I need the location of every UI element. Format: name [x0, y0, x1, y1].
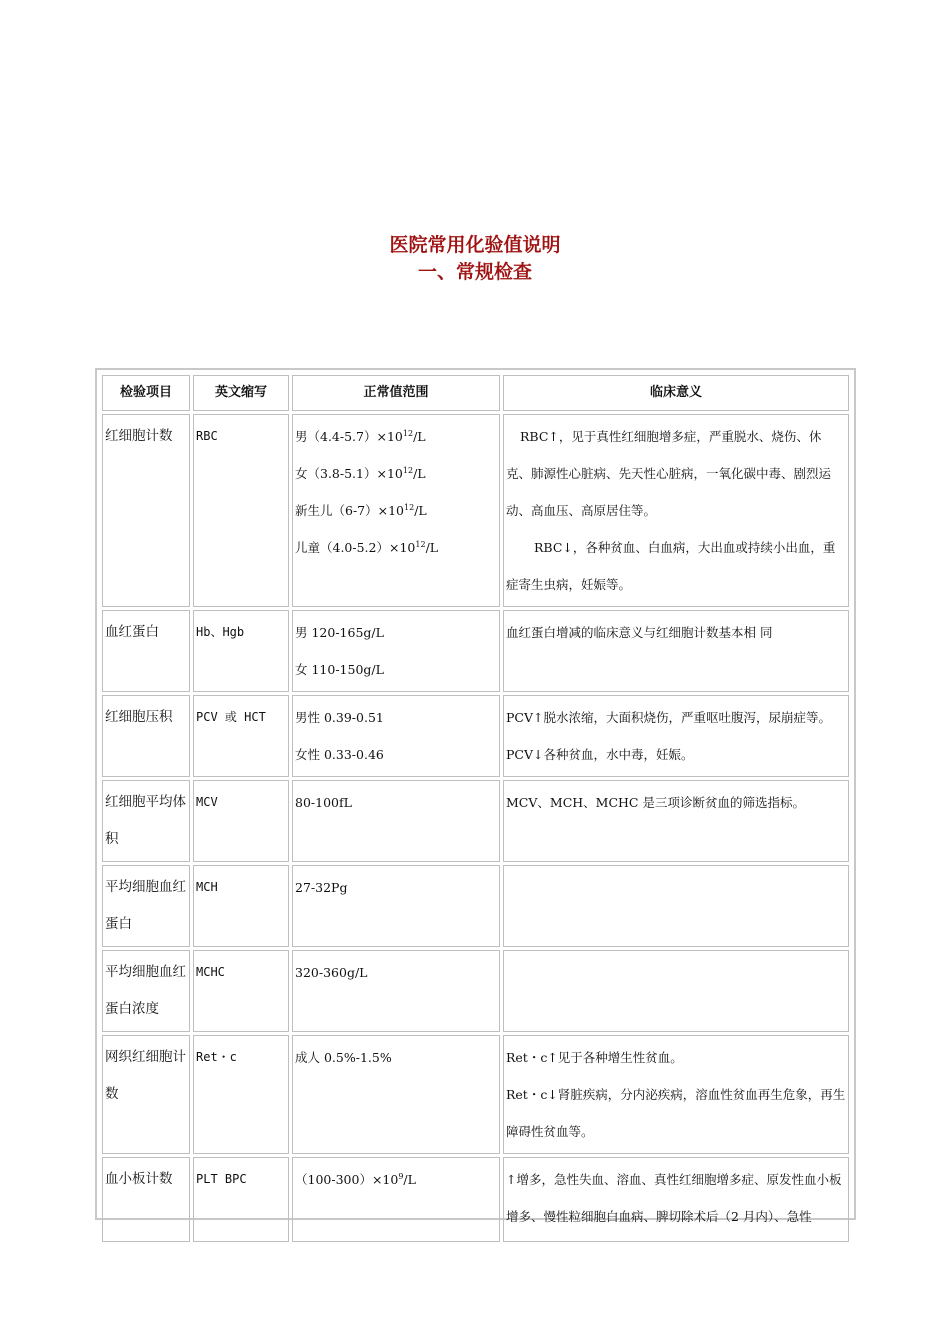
range-value: 新生儿（6-7）×10: [295, 503, 405, 518]
cell-abbreviation: RBC: [193, 414, 289, 607]
cell-clinical-meaning: [503, 610, 849, 692]
meaning-paragraph: ↑增多，急性失血、溶血、真性红细胞增多症、原发性血小板增多、慢性粒细胞白血病、脾切除术后（2 月内）、急性: [506, 1172, 842, 1224]
range-line: [295, 1161, 497, 1198]
table-body: [102, 414, 849, 1242]
table-row: [102, 1157, 849, 1242]
title-main: 医院常用化验值说明: [389, 234, 561, 256]
lab-values-table: [99, 372, 852, 1245]
cell-clinical-meaning: [503, 695, 849, 777]
cell-normal-range: [292, 950, 500, 1032]
range-line: [295, 869, 497, 906]
cell-clinical-meaning: [503, 865, 849, 947]
range-value: 男（4.4-5.7）×10: [295, 429, 403, 444]
range-value: 男性 0.39-0.51: [295, 710, 384, 725]
range-exponent: 9: [398, 1171, 404, 1181]
range-line: [295, 455, 497, 492]
header-meaning: 临床意义: [503, 375, 849, 411]
cell-item-name: 红细胞压积: [102, 695, 190, 777]
table-row: [102, 865, 849, 947]
table-row: [102, 780, 849, 862]
document-title: [0, 232, 950, 286]
range-value: 女性 0.33-0.46: [295, 747, 384, 762]
cell-abbreviation: PCV 或 HCT: [193, 695, 289, 777]
meaning-paragraph: Ret・c↑见于各种增生性贫血。: [506, 1050, 683, 1065]
range-exponent: 12: [415, 539, 426, 549]
range-value: 80-100fL: [295, 795, 352, 810]
cell-item-name: 红细胞平均体积: [102, 780, 190, 862]
range-value: 儿童（4.0-5.2）×10: [295, 540, 416, 555]
cell-item-name: 平均细胞血红蛋白浓度: [102, 950, 190, 1032]
range-value: 女（3.8-5.1）×10: [295, 466, 403, 481]
range-exponent: 12: [404, 502, 415, 512]
cell-item-name: 红细胞计数: [102, 414, 190, 607]
cell-clinical-meaning: [503, 414, 849, 607]
table-row: [102, 610, 849, 692]
cell-clinical-meaning: [503, 950, 849, 1032]
cell-normal-range: [292, 695, 500, 777]
meaning-paragraph: RBC↑，见于真性红细胞增多症，严重脱水、烧伤、休克、肺源性心脏病、先天性心脏病，一氧化碳中毒、剧烈运动、高血压、高原居住等。: [506, 429, 832, 518]
range-value: 320-360g/L: [295, 965, 368, 980]
range-line: [295, 418, 497, 455]
title-section: 一、常规检查: [417, 261, 532, 283]
cell-clinical-meaning: [503, 780, 849, 862]
range-line: [295, 954, 497, 991]
range-line: [295, 699, 497, 736]
cell-abbreviation: MCHC: [193, 950, 289, 1032]
meaning-paragraph: 血红蛋白增减的临床意义与红细胞计数基本相 同: [506, 625, 773, 640]
range-line: [295, 651, 497, 688]
range-value: 男 120-165g/L: [295, 625, 384, 640]
cell-normal-range: [292, 610, 500, 692]
cell-item-name: 血小板计数: [102, 1157, 190, 1242]
table-row: [102, 695, 849, 777]
range-unit: /L: [425, 540, 439, 555]
range-line: [295, 614, 497, 651]
cell-item-name: 网织红细胞计数: [102, 1035, 190, 1154]
range-unit: /L: [413, 466, 426, 481]
cell-normal-range: [292, 780, 500, 862]
meaning-paragraph: MCV、MCH、MCHC 是三项诊断贫血的筛选指标。: [506, 795, 805, 810]
table-row: [102, 950, 849, 1032]
cell-abbreviation: PLT BPC: [193, 1157, 289, 1242]
cell-item-name: 平均细胞血红蛋白: [102, 865, 190, 947]
cell-normal-range: [292, 1035, 500, 1154]
header-item: 检验项目: [102, 375, 190, 411]
range-line: [295, 736, 497, 773]
range-exponent: 12: [402, 465, 414, 475]
header-range: 正常值范围: [292, 375, 500, 411]
cell-item-name: 血红蛋白: [102, 610, 190, 692]
meaning-paragraph: PCV↓各种贫血，水中毒，妊娠。: [506, 747, 694, 762]
cell-clinical-meaning: [503, 1035, 849, 1154]
meaning-paragraph: RBC↓，各种贫血、白血病，大出血或持续小出血，重症寄生虫病，妊娠等。: [506, 540, 836, 592]
meaning-paragraph: PCV↑脱水浓缩，大面积烧伤，严重呕吐腹泻，尿崩症等。: [506, 710, 831, 725]
range-unit: /L: [414, 503, 427, 518]
cell-abbreviation: MCV: [193, 780, 289, 862]
table-row: [102, 414, 849, 607]
range-exponent: 12: [402, 428, 414, 438]
range-line: [295, 1039, 497, 1076]
cell-abbreviation: MCH: [193, 865, 289, 947]
header-abbr: 英文缩写: [193, 375, 289, 411]
range-value: （100-300）×10: [295, 1172, 399, 1187]
cell-normal-range: [292, 1157, 500, 1242]
table-row: [102, 1035, 849, 1154]
cell-normal-range: [292, 414, 500, 607]
cell-clinical-meaning: [503, 1157, 849, 1242]
range-value: 成人 0.5%-1.5%: [295, 1050, 392, 1065]
range-line: [295, 492, 497, 529]
range-value: 27-32Pg: [295, 880, 348, 895]
range-line: [295, 784, 497, 821]
range-value: 女 110-150g/L: [295, 662, 384, 677]
range-unit: /L: [403, 1172, 416, 1187]
cell-abbreviation: Ret・c: [193, 1035, 289, 1154]
meaning-paragraph: Ret・c↓肾脏疾病，分内泌疾病，溶血性贫血再生危象，再生障碍性贫血等。: [506, 1087, 846, 1139]
range-line: [295, 529, 497, 566]
range-unit: /L: [413, 429, 426, 444]
lab-values-table-frame: [95, 368, 856, 1224]
table-header-row: [102, 375, 849, 411]
cell-abbreviation: Hb、Hgb: [193, 610, 289, 692]
cell-normal-range: [292, 865, 500, 947]
